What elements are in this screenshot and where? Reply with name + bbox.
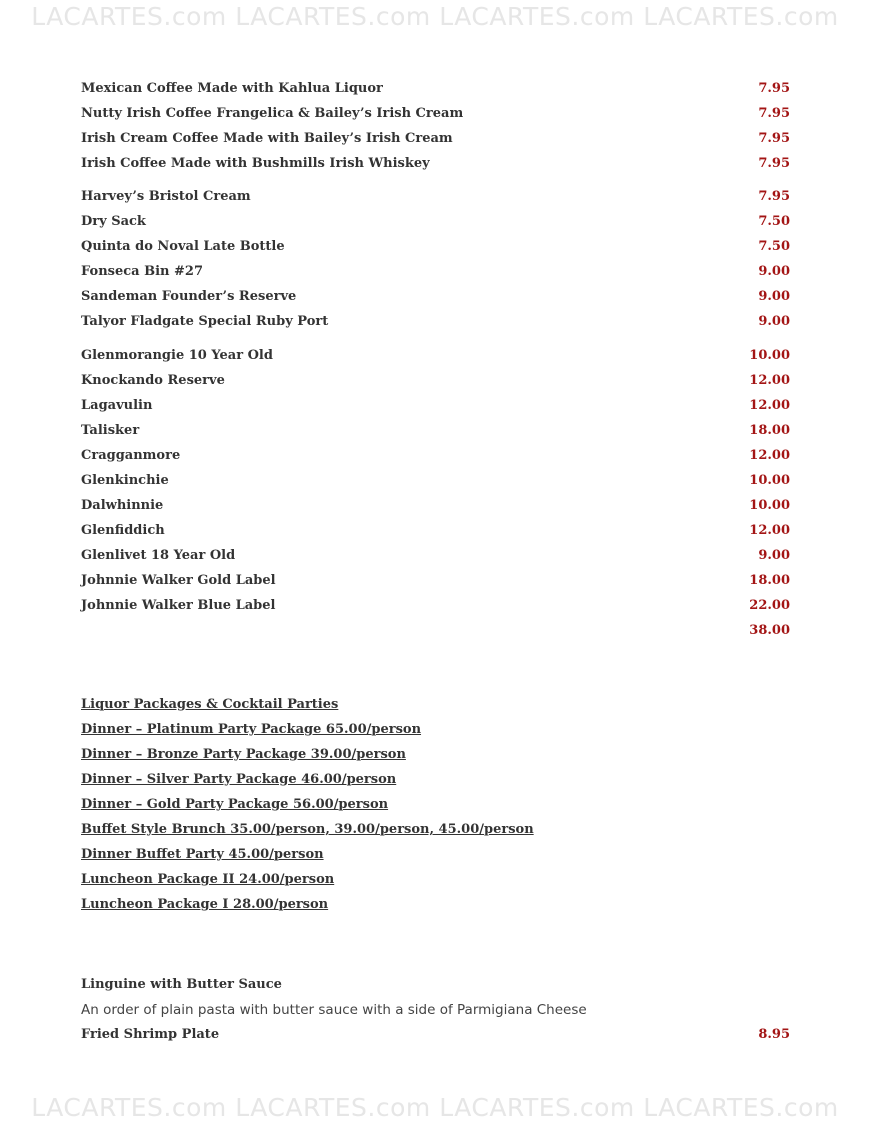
menu-item	[81, 345, 790, 367]
menu-item	[81, 128, 790, 150]
item-price: 7.95	[758, 81, 790, 96]
item-price: 7.95	[758, 106, 790, 121]
item-price: 9.00	[758, 548, 790, 563]
item-price: 7.95	[758, 131, 790, 146]
menu-item	[81, 370, 790, 392]
menu-item	[81, 1024, 790, 1046]
item-price: 7.95	[758, 156, 790, 171]
menu-item	[81, 236, 790, 258]
menu-item	[81, 395, 790, 417]
package-link[interactable]: Dinner – Bronze Party Package 39.00/person	[81, 747, 406, 762]
item-name: Fonseca Bin #27	[81, 264, 203, 279]
menu-item	[81, 520, 790, 542]
package-link[interactable]: Dinner – Gold Party Package 56.00/person	[81, 797, 389, 812]
item-price: 18.00	[749, 423, 790, 438]
item-name: Johnnie Walker Blue Label	[81, 598, 276, 613]
item-name: Lagavulin	[81, 398, 153, 413]
item-price: 38.00	[749, 623, 790, 638]
item-price: 7.95	[758, 189, 790, 204]
menu-item	[81, 470, 790, 492]
menu-item	[81, 153, 790, 175]
menu-item	[81, 211, 790, 233]
menu-item	[81, 620, 790, 642]
menu-item	[81, 103, 790, 125]
item-price: 9.00	[758, 264, 790, 279]
item-price: 9.00	[758, 314, 790, 329]
item-price: 7.50	[758, 214, 790, 229]
item-name: Irish Coffee Made with Bushmills Irish Whiskey	[81, 156, 430, 171]
item-price: 22.00	[749, 598, 790, 613]
item-name: Dalwhinnie	[81, 498, 164, 513]
packages-heading[interactable]: Liquor Packages & Cocktail Parties	[81, 697, 339, 712]
menu-item	[81, 445, 790, 467]
item-price: 12.00	[749, 448, 790, 463]
item-name: Talyor Fladgate Special Ruby Port	[81, 314, 329, 329]
item-name: Fried Shrimp Plate	[81, 1027, 220, 1042]
item-name: Glenkinchie	[81, 473, 169, 488]
item-name: Talisker	[81, 423, 140, 438]
menu-item	[81, 311, 790, 333]
item-price: 10.00	[749, 498, 790, 513]
package-link[interactable]: Buffet Style Brunch 35.00/person, 39.00/person, 45.00/person	[81, 822, 534, 837]
item-name: Glenlivet 18 Year Old	[81, 548, 236, 563]
item-name: Glenfiddich	[81, 523, 165, 538]
item-name: Linguine with Butter Sauce	[81, 977, 282, 992]
package-link[interactable]: Dinner – Platinum Party Package 65.00/person	[81, 722, 422, 737]
item-price: 12.00	[749, 523, 790, 538]
item-name: Knockando Reserve	[81, 373, 225, 388]
menu-item	[81, 420, 790, 442]
item-name: Dry Sack	[81, 214, 146, 229]
item-name: Glenmorangie 10 Year Old	[81, 348, 273, 363]
item-name: Cragganmore	[81, 448, 181, 463]
menu-item	[81, 78, 790, 100]
package-link[interactable]: Luncheon Package II 24.00/person	[81, 872, 335, 887]
item-name: Sandeman Founder’s Reserve	[81, 289, 297, 304]
menu-item	[81, 186, 790, 208]
item-price: 18.00	[749, 573, 790, 588]
item-price: 10.00	[749, 348, 790, 363]
item-price: 9.00	[758, 289, 790, 304]
item-price: 12.00	[749, 373, 790, 388]
item-name: Johnnie Walker Gold Label	[81, 573, 276, 588]
item-name: Nutty Irish Coffee Frangelica & Bailey’s Irish Cream	[81, 106, 464, 121]
menu-item	[81, 595, 790, 617]
menu-item	[81, 286, 790, 308]
item-name: Quinta do Noval Late Bottle	[81, 239, 285, 254]
package-link[interactable]: Dinner Buffet Party 45.00/person	[81, 847, 324, 862]
item-price: 8.95	[758, 1027, 790, 1042]
watermark-bottom: LACARTES.com LACARTES.com LACARTES.com LACARTES.com	[31, 1093, 839, 1122]
package-link[interactable]: Dinner – Silver Party Package 46.00/person	[81, 772, 397, 787]
menu-item	[81, 495, 790, 517]
menu-item	[81, 261, 790, 283]
item-price: 12.00	[749, 398, 790, 413]
item-price: 10.00	[749, 473, 790, 488]
menu-item	[81, 570, 790, 592]
package-link[interactable]: Luncheon Package I 28.00/person	[81, 897, 329, 912]
watermark-top: LACARTES.com LACARTES.com LACARTES.com LACARTES.com	[31, 2, 839, 31]
item-price: 7.50	[758, 239, 790, 254]
item-name: Irish Cream Coffee Made with Bailey’s Irish Cream	[81, 131, 453, 146]
menu-item	[81, 974, 790, 996]
item-name: Harvey’s Bristol Cream	[81, 189, 251, 204]
item-name: Mexican Coffee Made with Kahlua Liquor	[81, 81, 383, 96]
item-description: An order of plain pasta with butter sauce with a side of Parmigiana Cheese	[81, 1002, 587, 1018]
menu-item	[81, 545, 790, 567]
